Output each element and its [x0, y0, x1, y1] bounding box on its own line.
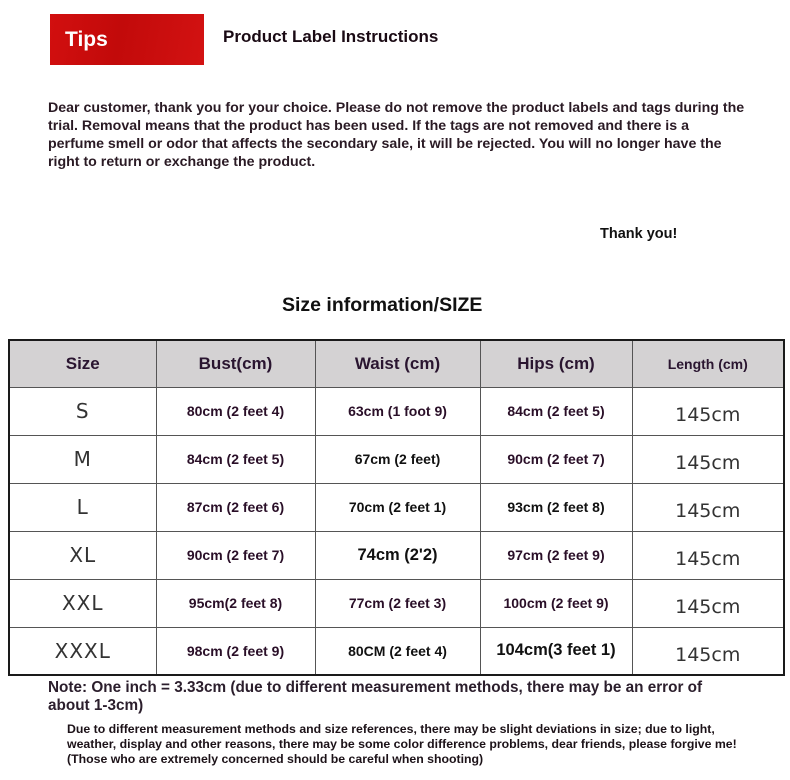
size-table — [8, 339, 785, 676]
length-cell: 145cm — [632, 531, 784, 579]
bust-cell: 95cm(2 feet 8) — [156, 579, 315, 627]
waist-cell: 70cm (2 feet 1) — [315, 483, 480, 531]
hips-cell: 100cm (2 feet 9) — [480, 579, 632, 627]
length-cell: 145cm — [632, 387, 784, 435]
hips-cell: 97cm (2 feet 9) — [480, 531, 632, 579]
size-cell: XXL — [9, 579, 156, 627]
hips-cell: 90cm (2 feet 7) — [480, 435, 632, 483]
size-cell: XL — [9, 531, 156, 579]
table-row — [9, 483, 784, 531]
size-cell: M — [9, 435, 156, 483]
thank-you-text: Thank you! — [600, 226, 678, 242]
column-header-length: Length (cm) — [632, 340, 784, 387]
size-cell: S — [9, 387, 156, 435]
hips-cell: 104cm(3 feet 1) — [480, 627, 632, 675]
size-cell: L — [9, 483, 156, 531]
bust-cell: 98cm (2 feet 9) — [156, 627, 315, 675]
tips-badge — [50, 14, 204, 65]
length-cell: 145cm — [632, 483, 784, 531]
waist-cell: 63cm (1 foot 9) — [315, 387, 480, 435]
size-section-title: Size information/SIZE — [282, 294, 483, 316]
length-cell: 145cm — [632, 435, 784, 483]
waist-cell: 74cm (2'2) — [315, 531, 480, 579]
disclaimer-text: Due to different measurement methods and size references, there may be slight deviations in size; due to light, weather, display and other reasons, there may be some color difference problems, dear friends, please forgive me! (Those who are extremely concerned should be careful when shooting) — [67, 722, 737, 766]
tips-badge-label: Tips — [65, 27, 108, 51]
column-header-waist: Waist (cm) — [315, 340, 480, 387]
column-header-bust: Bust(cm) — [156, 340, 315, 387]
hips-cell: 93cm (2 feet 8) — [480, 483, 632, 531]
table-header-row — [9, 340, 784, 387]
waist-cell: 67cm (2 feet) — [315, 435, 480, 483]
bust-cell: 84cm (2 feet 5) — [156, 435, 315, 483]
table-row — [9, 387, 784, 435]
hips-cell: 84cm (2 feet 5) — [480, 387, 632, 435]
bust-cell: 90cm (2 feet 7) — [156, 531, 315, 579]
measurement-note: Note: One inch = 3.33cm (due to different measurement methods, there may be an error of about 1-3cm) — [48, 679, 703, 714]
page-title: Product Label Instructions — [223, 27, 439, 46]
column-header-size: Size — [9, 340, 156, 387]
table-row — [9, 579, 784, 627]
intro-paragraph: Dear customer, thank you for your choice. Please do not remove the product labels and tags during the trial. Removal means that the product has been used. If the tags are not removed and there is a perfume smell or odor that affects the secondary sale, it will be rejected. You will no longer have the right to return or exchange the product. — [48, 100, 745, 170]
bust-cell: 80cm (2 feet 4) — [156, 387, 315, 435]
length-cell: 145cm — [632, 579, 784, 627]
waist-cell: 80CM (2 feet 4) — [315, 627, 480, 675]
table-row — [9, 435, 784, 483]
size-cell: XXXL — [9, 627, 156, 675]
waist-cell: 77cm (2 feet 3) — [315, 579, 480, 627]
table-row — [9, 627, 784, 675]
bust-cell: 87cm (2 feet 6) — [156, 483, 315, 531]
length-cell: 145cm — [632, 627, 784, 675]
table-row — [9, 531, 784, 579]
column-header-hips: Hips (cm) — [480, 340, 632, 387]
